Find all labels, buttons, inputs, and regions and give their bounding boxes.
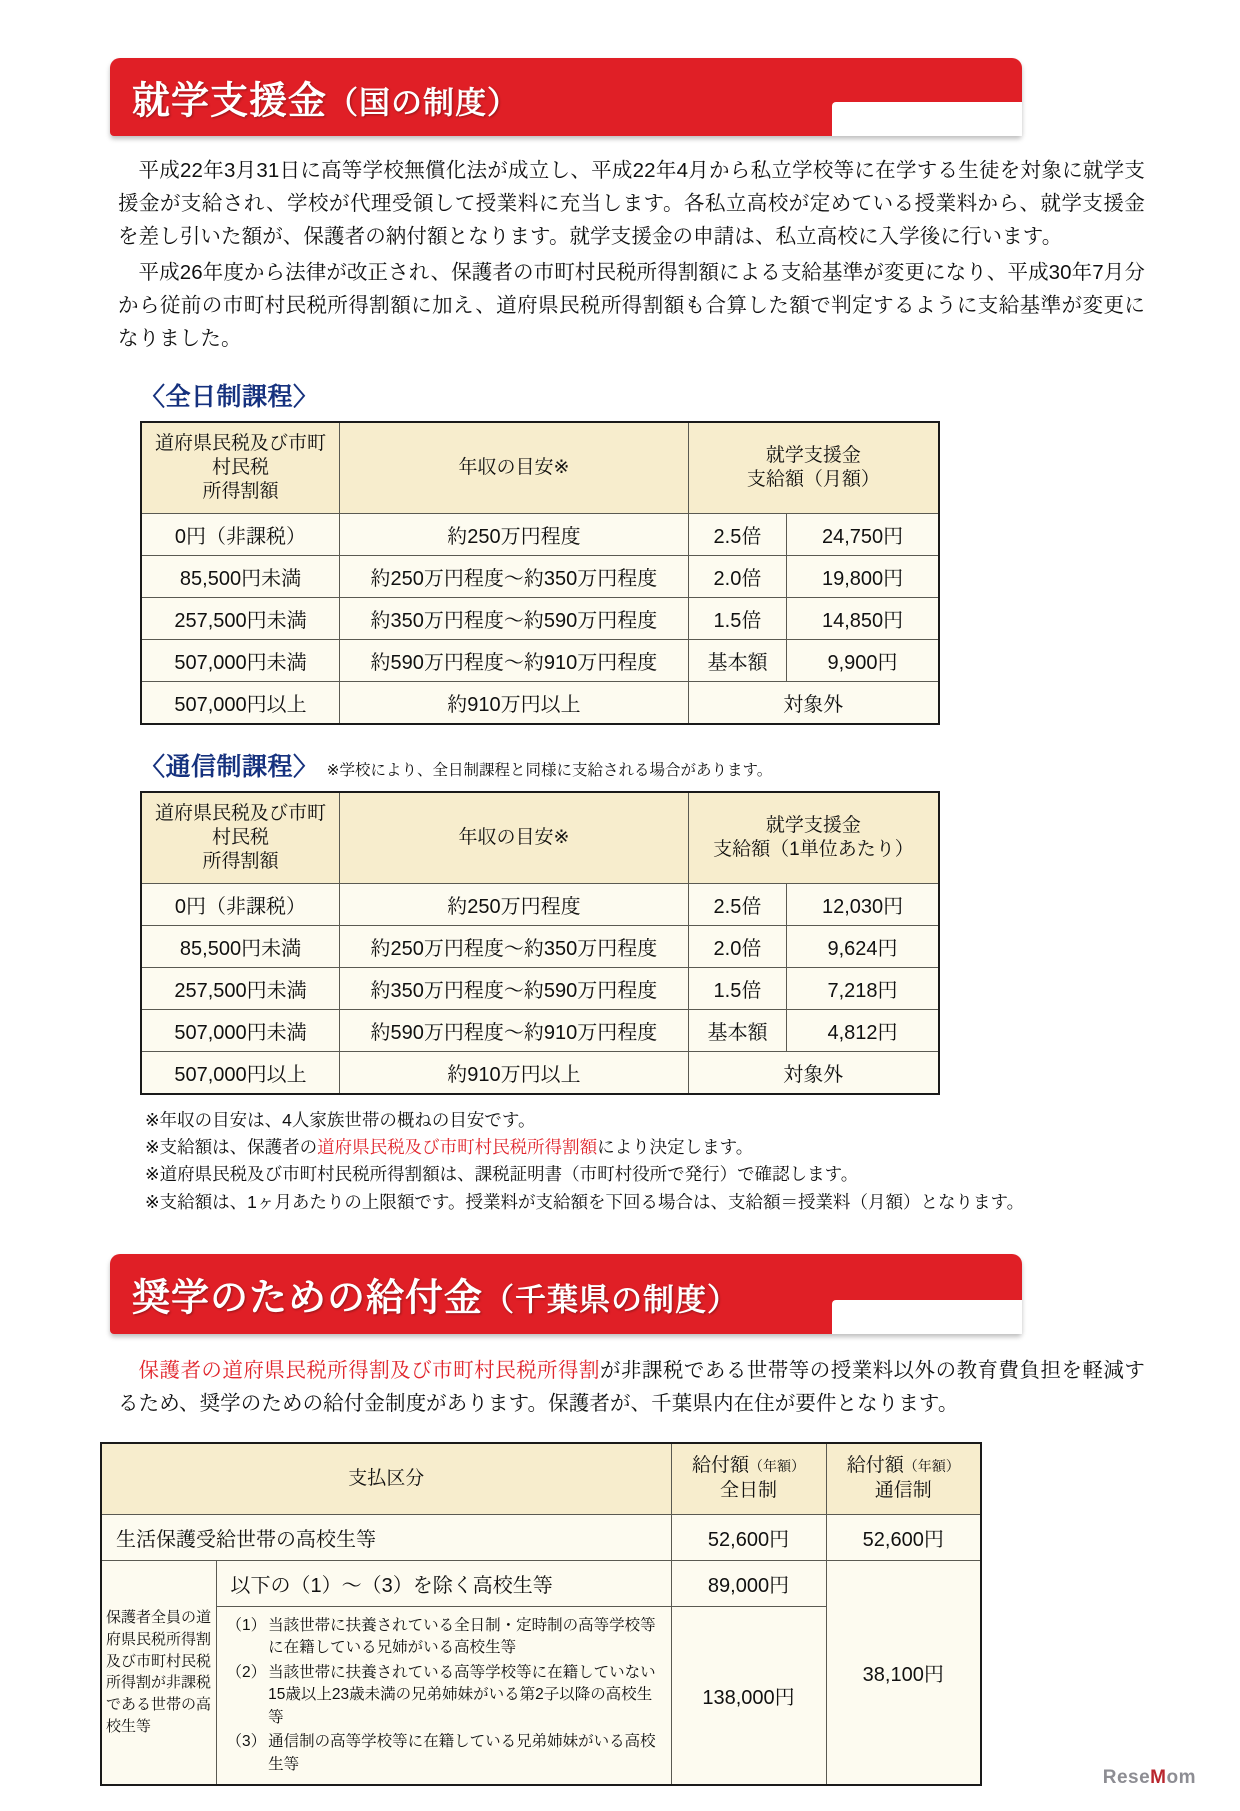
footnote-4: ※支給額は、1ヶ月あたりの上限額です。授業料が支給額を下回る場合は、支給額＝授業料（月額）となります。 <box>145 1191 1025 1212</box>
chiba-banner-title-main: 奨学のための給付金 <box>132 1277 484 1320</box>
cell-amount: 24,750円 <box>787 514 939 556</box>
header-tax-line1: 道府県民税及び市町村民税 <box>154 433 326 479</box>
brochure-page <box>0 58 1240 1811</box>
list-item-marker: （1） <box>226 1616 267 1634</box>
table-row <box>141 925 939 967</box>
header-support-line1: 就学支援金 <box>765 815 861 836</box>
cell-multiplier: 1.5倍 <box>688 967 786 1009</box>
header-support-line2: 支給額（1単位あたり） <box>713 838 914 860</box>
table-row-excluded <box>141 1051 939 1094</box>
chiba-intro-highlight: 保護者の道府県民税所得割及び市町村民税所得割 <box>138 1359 600 1383</box>
banner-notch-shape <box>832 102 1022 136</box>
footnote-2-post: により決定します。 <box>597 1137 754 1158</box>
cell-income: 約590万円程度〜約910万円程度 <box>339 1009 688 1051</box>
cell-tax: 257,500円未満 <box>141 598 339 640</box>
cell-amount: 19,800円 <box>787 556 939 598</box>
cell-multiplier: 基本額 <box>688 1009 786 1051</box>
cell-amount: 9,624円 <box>787 925 939 967</box>
cell-welfare-fulltime: 52,600円 <box>671 1514 826 1560</box>
header-grant-fulltime-line2: 全日制 <box>720 1480 778 1502</box>
national-footnotes <box>145 1107 1240 1216</box>
correspondence-heading-note: ※学校により、全日制課程と同様に支給される場合があります。 <box>326 762 773 780</box>
cell-tax: 0円（非課税） <box>141 883 339 925</box>
cell-excluded: 対象外 <box>688 1051 939 1094</box>
header-grant-corr-line2: 通信制 <box>874 1480 932 1502</box>
chiba-banner-title-paren: （千葉県の制度） <box>483 1282 740 1318</box>
cell-income: 約250万円程度 <box>339 883 688 925</box>
correspondence-course-heading-label: 〈通信制課程〉 <box>140 753 319 782</box>
table-header-row <box>141 422 939 513</box>
national-body-text <box>118 154 1145 355</box>
table-header-row <box>101 1443 981 1514</box>
cell-multiplier: 2.0倍 <box>688 556 786 598</box>
footnote-2-pre: ※支給額は、保護者の <box>145 1137 318 1158</box>
table-row-excluded <box>141 682 939 725</box>
footnote-1: ※年収の目安は、4人家族世帯の概ねの目安です。 <box>145 1109 536 1130</box>
national-paragraph-2: 平成26年度から法律が改正され、保護者の市町村民税所得割額による支給基準が変更になり、平成30年7月分から従前の市町村民税所得割額に加え、道府県民税所得割額も合算した額で判定するように支給基準が変更になりました。 <box>118 260 1145 351</box>
table-row <box>141 556 939 598</box>
cell-amount: 14,850円 <box>787 598 939 640</box>
list-item-marker: （3） <box>226 1733 267 1751</box>
list-item-text: 通信制の高等学校等に在籍している兄弟姉妹がいる高校生等 <box>268 1733 656 1773</box>
fulltime-support-table <box>140 421 940 725</box>
table-header-row <box>141 792 939 883</box>
header-payment-category: 支払区分 <box>101 1443 671 1514</box>
cell-correspondence-merged: 38,100円 <box>826 1560 981 1785</box>
cell-welfare-label: 生活保護受給世帯の高校生等 <box>101 1514 671 1560</box>
chiba-grant-table <box>100 1442 982 1786</box>
national-banner-title-paren: （国の制度） <box>327 85 520 121</box>
cell-tax: 507,000円以上 <box>141 1051 339 1094</box>
correspondence-support-table <box>140 791 940 1095</box>
cell-multiplier: 2.5倍 <box>688 883 786 925</box>
header-support-amount <box>688 422 939 513</box>
list-item <box>227 1731 661 1776</box>
correspondence-course-heading <box>140 747 1240 783</box>
cell-multiplier: 基本額 <box>688 640 786 682</box>
chiba-intro-rest: が非課税である世帯等の授業料以外の教育費負担を軽減するため、奨学のための給付金制度があります。保護者が、千葉県内在住が要件となります。 <box>118 1359 1145 1416</box>
national-paragraph-1: 平成22年3月31日に高等学校無償化法が成立し、平成22年4月から私立学校等に在学する生徒を対象に就学支援金が支給され、学校が代理受領して授業料に充当します。各私立高校が定めている授業料から、就学支援金を差し引いた額が、保護者の納付額となります。就学支援金の申請は、私立高校に入学後に行います。 <box>118 159 1145 249</box>
cell-tax: 0円（非課税） <box>141 514 339 556</box>
cell-conditions-list <box>216 1606 671 1785</box>
fulltime-course-heading <box>140 377 1240 413</box>
cell-tax: 507,000円未満 <box>141 640 339 682</box>
cell-amount: 7,218円 <box>787 967 939 1009</box>
chiba-section-banner <box>110 1254 1022 1334</box>
cell-tax: 85,500円未満 <box>141 925 339 967</box>
header-tax-line1: 道府県民税及び市町村民税 <box>154 803 326 848</box>
cell-income: 約250万円程度〜約350万円程度 <box>339 925 688 967</box>
footnote-3: ※道府県民税及び市町村民税所得割額は、課税証明書（市町村役所で発行）で確認します。 <box>145 1164 859 1185</box>
header-income-estimate: 年収の目安※ <box>339 422 688 513</box>
list-item-text: 当該世帯に扶養されている高等学校等に在籍していない15歳以上23歳未満の兄弟姉妹がいる第2子以降の高校生等 <box>268 1663 656 1726</box>
cell-tax: 85,500円未満 <box>141 556 339 598</box>
cell-multiplier: 1.5倍 <box>688 598 786 640</box>
fulltime-course-heading-label: 〈全日制課程〉 <box>140 383 319 412</box>
cell-income: 約910万円以上 <box>339 682 688 725</box>
cell-income: 約350万円程度〜約590万円程度 <box>339 967 688 1009</box>
header-support-line2: 支給額（月額） <box>746 469 880 491</box>
list-item <box>227 1615 661 1660</box>
footnote-2 <box>145 1134 1240 1161</box>
table-row-welfare <box>101 1514 981 1560</box>
cell-nontaxable-group-label: 保護者全員の道府県民税所得割及び市町村民税所得割が非課税である世帯の高校生等 <box>101 1560 216 1785</box>
table-row <box>141 514 939 556</box>
table-row <box>141 640 939 682</box>
header-grant-corr-line1: 給付額 <box>846 1455 904 1477</box>
list-item <box>227 1662 661 1729</box>
cell-welfare-correspondence: 52,600円 <box>826 1514 981 1560</box>
header-tax-line2: 所得割額 <box>202 481 279 503</box>
table-row <box>141 1009 939 1051</box>
cell-multiplier: 2.5倍 <box>688 514 786 556</box>
chiba-intro-text <box>118 1354 1145 1420</box>
list-item-text: 当該世帯に扶養されている全日制・定時制の高等学校等に在籍している兄姉がいる高校生等 <box>268 1616 656 1657</box>
header-support-line1: 就学支援金 <box>765 445 861 467</box>
chiba-banner-title <box>132 1267 739 1322</box>
cell-income: 約250万円程度 <box>339 514 688 556</box>
cell-multiplier: 2.0倍 <box>688 925 786 967</box>
cell-amount: 4,812円 <box>787 1009 939 1051</box>
cell-income: 約250万円程度〜約350万円程度 <box>339 556 688 598</box>
header-grant-fulltime-annual: （年額） <box>749 1458 806 1475</box>
header-support-amount <box>688 792 939 883</box>
banner-notch-shape <box>832 1300 1022 1334</box>
header-tax-line2: 所得割額 <box>202 850 279 872</box>
resemom-logo-prefix: Rese <box>1102 1767 1151 1788</box>
cell-income: 約590万円程度〜約910万円程度 <box>339 640 688 682</box>
resemom-logo-highlight: M <box>1150 1767 1167 1788</box>
cell-exclude-label: 以下の（1）〜（3）を除く高校生等 <box>216 1560 671 1606</box>
national-section-banner <box>110 58 1022 136</box>
header-tax-bracket <box>141 422 339 513</box>
table-row <box>141 967 939 1009</box>
national-banner-title <box>132 70 519 125</box>
cell-exclude-fulltime: 89,000円 <box>671 1560 826 1606</box>
header-grant-correspondence <box>826 1443 981 1514</box>
cell-tax: 257,500円未満 <box>141 967 339 1009</box>
table-row-exclude <box>101 1560 981 1606</box>
cell-amount: 12,030円 <box>787 883 939 925</box>
cell-income: 約910万円以上 <box>339 1051 688 1094</box>
resemom-logo <box>1103 1767 1196 1789</box>
header-tax-bracket <box>141 792 339 883</box>
cell-amount: 9,900円 <box>787 640 939 682</box>
table-row <box>141 883 939 925</box>
chiba-intro-paragraph <box>118 1354 1145 1420</box>
list-item-marker: （2） <box>226 1663 267 1681</box>
cell-conditions-fulltime: 138,000円 <box>671 1606 826 1785</box>
cell-tax: 507,000円以上 <box>141 682 339 725</box>
header-income-estimate: 年収の目安※ <box>339 792 688 883</box>
header-grant-fulltime-line1: 給付額 <box>692 1455 750 1477</box>
cell-income: 約350万円程度〜約590万円程度 <box>339 598 688 640</box>
national-banner-title-main: 就学支援金 <box>132 80 328 123</box>
table-row <box>141 598 939 640</box>
header-grant-fulltime <box>671 1443 826 1514</box>
header-grant-corr-annual: （年額） <box>903 1458 960 1475</box>
resemom-logo-suffix: om <box>1166 1767 1196 1788</box>
footnote-2-highlight: 道府県民税及び市町村民税所得割額 <box>317 1137 598 1158</box>
cell-tax: 507,000円未満 <box>141 1009 339 1051</box>
cell-excluded: 対象外 <box>688 682 939 725</box>
